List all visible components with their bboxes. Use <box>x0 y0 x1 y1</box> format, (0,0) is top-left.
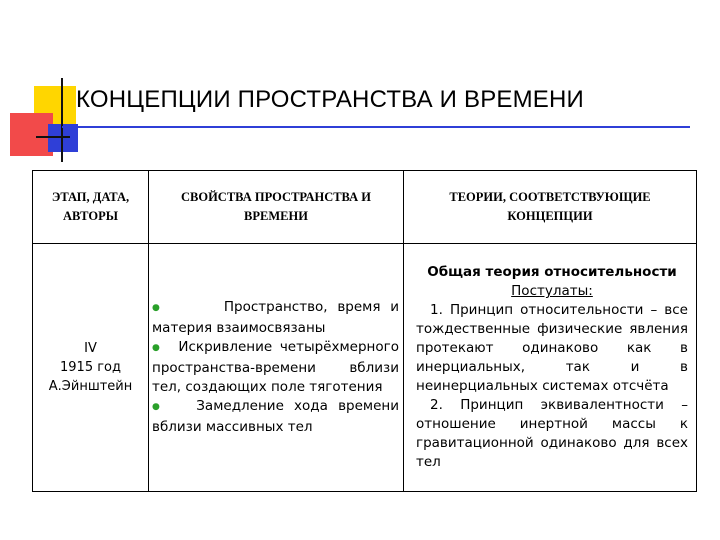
bullet-icon: ● <box>152 303 166 313</box>
decor-blue-square <box>48 124 78 152</box>
decor-horizontal-line <box>36 136 70 138</box>
properties-cell <box>149 244 404 492</box>
property-text: Искривление четырёхмерного пространства-времени вблизи тел, создающих поле тяготения <box>152 339 399 395</box>
postulates-label: Постулаты: <box>511 283 593 299</box>
postulate-item: 1. Принцип относительности – все тождественные физические явления протекают одинаково как в инерциальных, так и в неинерциальных системах отсчёта <box>416 302 688 394</box>
theory-cell <box>404 244 697 492</box>
stage-author: А.Эйнштейн <box>48 379 133 394</box>
header-properties: СВОЙСТВА ПРОСТРАНСТВА И ВРЕМЕНИ <box>149 171 404 244</box>
header-stage: ЭТАП, ДАТА, АВТОРЫ <box>33 171 149 244</box>
property-item <box>152 397 399 437</box>
stage-year: 1915 год <box>60 360 121 375</box>
theory-name: Общая теория относительности <box>427 264 677 280</box>
property-item <box>152 298 399 338</box>
stage-number: IV <box>84 341 97 356</box>
decor-vertical-line <box>61 78 63 162</box>
concepts-table <box>32 170 697 492</box>
title-underline <box>62 126 690 128</box>
property-text: Замедление хода времени вблизи массивных тел <box>152 398 400 435</box>
bullet-icon: ● <box>152 343 164 353</box>
header-theories: ТЕОРИИ, СООТВЕТСТВУЮЩИЕ КОНЦЕПЦИИ <box>404 171 697 244</box>
table-row <box>33 244 697 492</box>
decor-red-square <box>10 113 53 156</box>
property-item <box>152 338 399 397</box>
bullet-icon: ● <box>152 402 166 412</box>
table-header-row <box>33 171 697 244</box>
postulate-item: 2. Принцип эквивалентности – отношение инертной массы к гравитационной одинаково для всех тел <box>416 397 688 470</box>
property-text: Пространство, время и материя взаимосвязаны <box>152 299 400 336</box>
stage-cell <box>33 244 149 492</box>
slide-title: КОНЦЕПЦИИ ПРОСТРАНСТВА И ВРЕМЕНИ <box>76 86 584 113</box>
